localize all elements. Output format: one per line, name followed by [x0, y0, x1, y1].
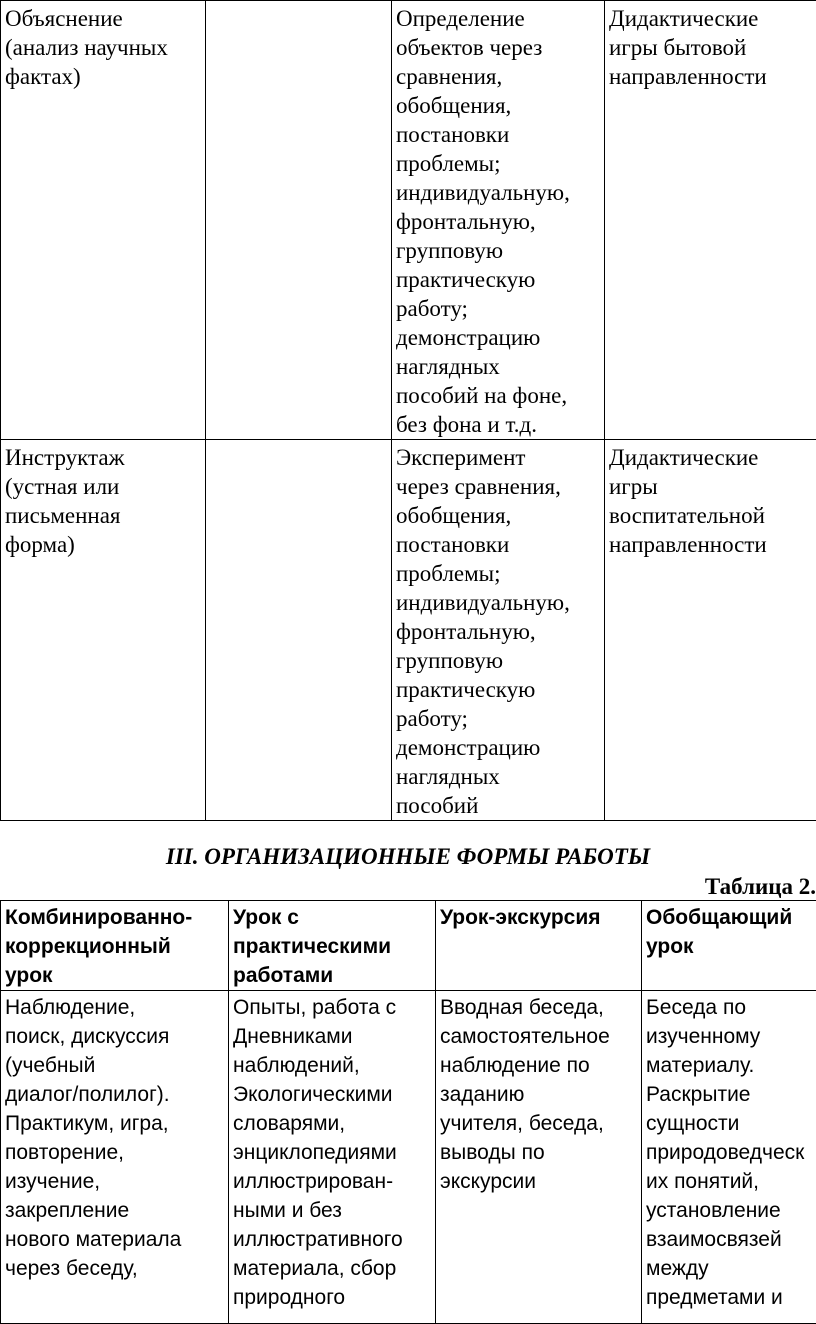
- cell-line: самостоятельное: [440, 1022, 637, 1051]
- cell-line: Эксперимент: [396, 443, 600, 472]
- cell-line: словарями,: [233, 1109, 431, 1138]
- cell-line: их понятий,: [646, 1167, 816, 1196]
- lesson-forms-table: [0, 900, 816, 1324]
- cell-line: обобщения,: [396, 91, 600, 120]
- cell-line: постановки: [396, 120, 600, 149]
- cell-line: индивидуальную,: [396, 588, 600, 617]
- cell-line: материала, сбор: [233, 1254, 431, 1283]
- body-combined-lesson: [1, 991, 229, 1324]
- row1-games-cell: [605, 1, 816, 440]
- cell-line: сравнения,: [396, 62, 600, 91]
- cell-line: индивидуальную,: [396, 178, 600, 207]
- table-row: [1, 440, 816, 821]
- table-row: [1, 991, 816, 1324]
- cell-line: между: [646, 1254, 816, 1283]
- cell-line: (анализ научных: [5, 33, 201, 62]
- body-practical-lesson: [229, 991, 436, 1324]
- cell-line: практическими: [233, 932, 431, 961]
- cell-line: воспитательной: [609, 501, 816, 530]
- cell-line: выводы по: [440, 1138, 637, 1167]
- cell-line: направленности: [609, 530, 816, 559]
- cell-line: Практикум, игра,: [5, 1109, 224, 1138]
- cell-line: энциклопедиями: [233, 1138, 431, 1167]
- body-summary-lesson: [642, 991, 816, 1324]
- cell-line: материалу.: [646, 1051, 816, 1080]
- cell-line: (учебный: [5, 1051, 224, 1080]
- cell-line: природного: [233, 1283, 431, 1312]
- cell-line: сущности: [646, 1109, 816, 1138]
- header-excursion-lesson: [436, 901, 642, 991]
- cell-line: природоведческ: [646, 1138, 816, 1167]
- row2-form-cell: [1, 440, 206, 821]
- cell-line: работу;: [396, 294, 600, 323]
- cell-line: Вводная беседа,: [440, 993, 637, 1022]
- cell-line: диалог/полилог).: [5, 1080, 224, 1109]
- cell-line: пособий: [396, 791, 600, 820]
- cell-line: установление: [646, 1196, 816, 1225]
- cell-line: учителя, беседа,: [440, 1109, 637, 1138]
- cell-line: Определение: [396, 4, 600, 33]
- cell-line: демонстрацию: [396, 323, 600, 352]
- cell-line: повторение,: [5, 1138, 224, 1167]
- cell-line: поиск, дискуссия: [5, 1022, 224, 1051]
- cell-line: Дидактические: [609, 4, 816, 33]
- cell-line: демонстрацию: [396, 733, 600, 762]
- section-title: III. ОРГАНИЗАЦИОННЫЕ ФОРМЫ РАБОТЫ: [0, 842, 816, 871]
- cell-line: групповую: [396, 646, 600, 675]
- table-header-row: [1, 901, 816, 991]
- cell-line: письменная: [5, 501, 201, 530]
- cell-line: игры бытовой: [609, 33, 816, 62]
- header-practical-lesson: [229, 901, 436, 991]
- cell-line: работами: [233, 961, 431, 990]
- cell-line: Раскрытие: [646, 1080, 816, 1109]
- cell-line: урок: [646, 932, 816, 961]
- cell-line: иллюстративного: [233, 1225, 431, 1254]
- table-row: [1, 1, 816, 440]
- cell-line: форма): [5, 530, 201, 559]
- cell-line: наблюдений,: [233, 1051, 431, 1080]
- cell-line: групповую: [396, 236, 600, 265]
- cell-line: направленности: [609, 62, 816, 91]
- cell-line: Урок-экскурсия: [440, 903, 637, 932]
- row1-methods-cell: [392, 1, 605, 440]
- cell-line: Дневниками: [233, 1022, 431, 1051]
- cell-line: взаимосвязей: [646, 1225, 816, 1254]
- cell-line: через сравнения,: [396, 472, 600, 501]
- cell-line: через беседу,: [5, 1254, 224, 1283]
- cell-line: урок: [5, 961, 224, 990]
- cell-line: без фона и т.д.: [396, 410, 600, 439]
- cell-line: игры: [609, 472, 816, 501]
- cell-line: фактах): [5, 62, 201, 91]
- cell-line: иллюстрирован-: [233, 1167, 431, 1196]
- cell-line: практическую: [396, 265, 600, 294]
- cell-line: пособий на фоне,: [396, 381, 600, 410]
- cell-line: Наблюдение,: [5, 993, 224, 1022]
- cell-line: практическую: [396, 675, 600, 704]
- header-summary-lesson: [642, 901, 816, 991]
- row2-methods-cell: [392, 440, 605, 821]
- cell-line: нового материала: [5, 1225, 224, 1254]
- cell-line: наблюдение по: [440, 1051, 637, 1080]
- cell-line: Комбинированно-: [5, 903, 224, 932]
- cell-line: наглядных: [396, 352, 600, 381]
- cell-line: Беседа по: [646, 993, 816, 1022]
- cell-line: Опыты, работа с: [233, 993, 431, 1022]
- cell-line: объектов через: [396, 33, 600, 62]
- cell-line: работу;: [396, 704, 600, 733]
- cell-line: заданию: [440, 1080, 637, 1109]
- cell-line: проблемы;: [396, 149, 600, 178]
- cell-line: Дидактические: [609, 443, 816, 472]
- row1-form-cell: [1, 1, 206, 440]
- cell-line: предметами и: [646, 1283, 816, 1312]
- header-combined-lesson: [1, 901, 229, 991]
- cell-line: наглядных: [396, 762, 600, 791]
- cell-line: закрепление: [5, 1196, 224, 1225]
- cell-line: постановки: [396, 530, 600, 559]
- row2-empty-cell: [206, 440, 392, 821]
- cell-line: изучение,: [5, 1167, 224, 1196]
- table-caption: Таблица 2.: [705, 872, 816, 901]
- cell-line: Обобщающий: [646, 903, 816, 932]
- cell-line: фронтальную,: [396, 617, 600, 646]
- cell-line: Экологическими: [233, 1080, 431, 1109]
- cell-line: Урок с: [233, 903, 431, 932]
- body-excursion-lesson: [436, 991, 642, 1324]
- cell-line: ными и без: [233, 1196, 431, 1225]
- cell-line: Инструктаж: [5, 443, 201, 472]
- cell-line: изученному: [646, 1022, 816, 1051]
- row2-games-cell: [605, 440, 816, 821]
- cell-line: коррекционный: [5, 932, 224, 961]
- cell-line: обобщения,: [396, 501, 600, 530]
- cell-line: (устная или: [5, 472, 201, 501]
- cell-line: проблемы;: [396, 559, 600, 588]
- row1-empty-cell: [206, 1, 392, 440]
- cell-line: Объяснение: [5, 4, 201, 33]
- cell-line: фронтальную,: [396, 207, 600, 236]
- cell-line: экскурсии: [440, 1167, 637, 1196]
